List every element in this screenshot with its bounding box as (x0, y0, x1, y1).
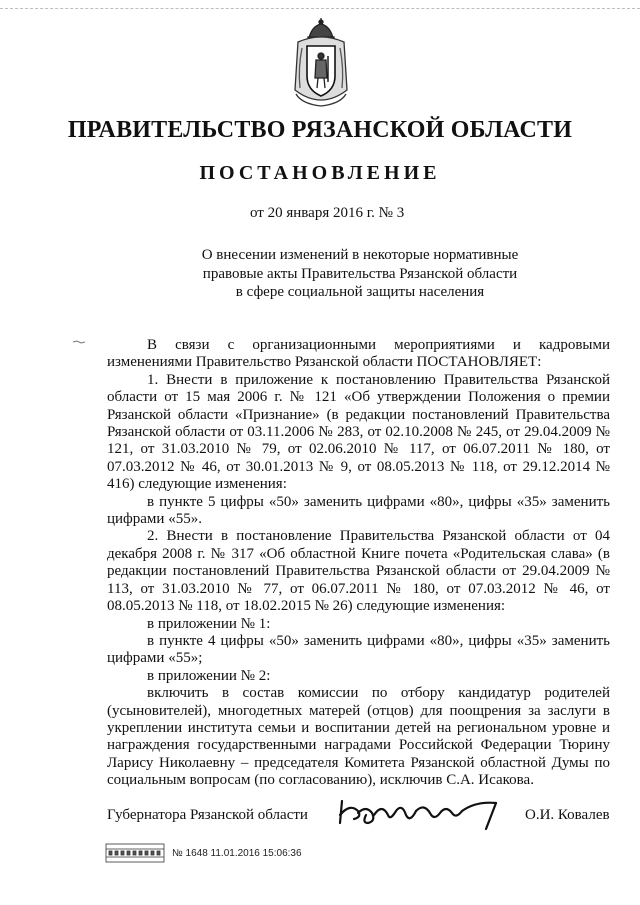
body-paragraph: в пункте 4 цифры «50» заменить цифрами «80», цифры «35» заменить цифрами «55»; (107, 632, 610, 667)
subject-line: в сфере социальной защиты населения (235, 284, 485, 300)
document-body (107, 337, 610, 790)
coat-of-arms-icon (292, 18, 350, 108)
government-title: ПРАВИТЕЛЬСТВО РЯЗАНСКОЙ ОБЛАСТИ (67, 117, 573, 143)
body-paragraph: 1. Внести в приложение к постановлению Правительства Рязанской области от 15 мая 2006 г. № 121 «Об утверждении Положения о премии Рязанской области «Признание» (в редакции постановлений Правительства Рязанской области от 03.11.2006 № 283, от 02.10.2008 № 245, от 29.04.2009 № 121, от 31.03.2010 № 79, от 02.06.2010 № 117, от 06.07.2011 № 180, от 07.03.2012 № 46, от 30.01.2013 № 9, от 08.05.2013 № 118, от 29.12.2014 № 416) следующие изменения: (107, 371, 610, 493)
body-paragraph: в приложении № 2: (147, 667, 271, 684)
document-date-number: от 20 января 2016 г. № 3 (250, 205, 405, 221)
body-paragraph: в приложении № 1: (147, 615, 271, 632)
document-subject (175, 246, 545, 302)
signer-name: О.И. Ковалев (525, 807, 610, 823)
subject-line: правовые акты Правительства Рязанской области (202, 265, 518, 282)
scan-edge-line (0, 8, 640, 9)
handwritten-signature (336, 793, 506, 833)
body-paragraph: 2. Внести в постановление Правительства Рязанской области от 04 декабря 2008 г. № 317 «Об областной Книге почета «Родительская слава» (в редакции постановлений Правительства Рязанской области от 29.04.2009 № 113, от 31.03.2010 № 77, от 06.07.2011 № 180, от 07.03.2012 № 46, от 08.05.2013 № 118, от 18.02.2015 № 26) следующие изменения: (107, 528, 610, 615)
signer-title: Губернатора Рязанской области (107, 807, 308, 823)
body-paragraph: в пункте 5 цифры «50» заменить цифрами «80», цифры «35» заменить цифрами «55». (107, 493, 610, 528)
body-paragraph: включить в состав комиссии по отбору кандидатур родителей (усыновителей), многодетных матерей (отцов) для поощрения за заслуги в укреплении института семьи и воспитании детей на региональном уровне и награждения государственными наградами Российской Федерации Тюрину Ларису Николаевну – председателя Комитета Рязанской областной Думы по социальным вопросам (по согласованию), исключив С.А. Исакова. (107, 685, 610, 789)
margin-mark (72, 339, 86, 345)
registration-stamp: № 1648 11.01.2016 15:06:36 (172, 848, 302, 859)
document-system-logo-icon (105, 843, 165, 863)
body-paragraph: В связи с организационными мероприятиями и кадровыми изменениями Правительство Рязанской области ПОСТАНОВЛЯЕТ: (107, 337, 610, 371)
document-type: ПОСТАНОВЛЕНИЕ (199, 162, 441, 184)
subject-line: О внесении изменений в некоторые нормативные (201, 247, 519, 263)
